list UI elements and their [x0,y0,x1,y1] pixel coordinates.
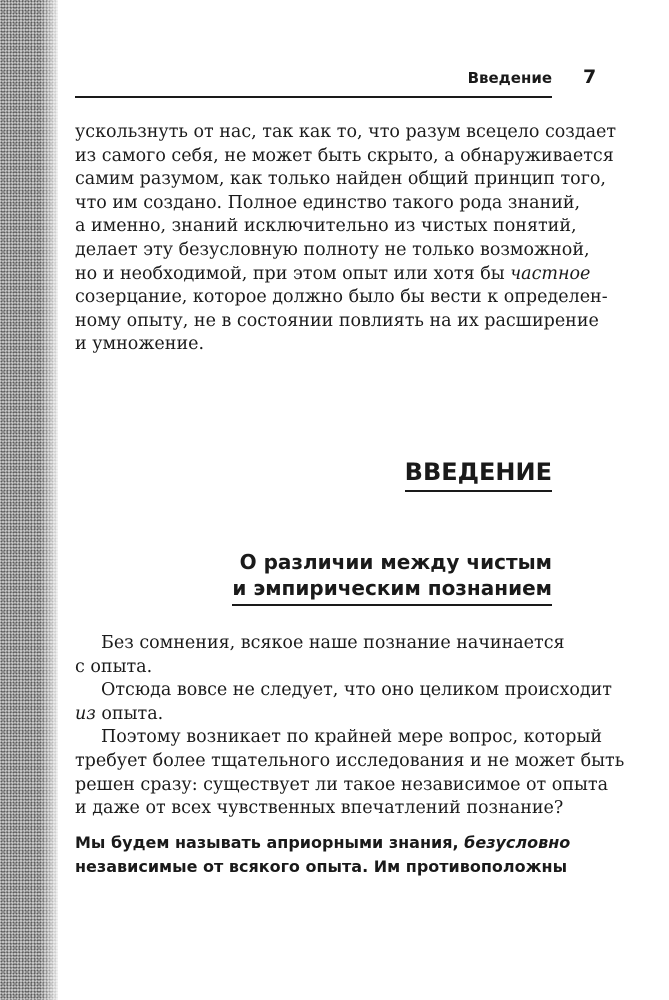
subtitle-line: О различии между чистым [239,550,552,574]
text-line: Поэтому возникает по крайней мере вопрос, который [101,727,603,748]
text-segment: опыта. [95,703,164,724]
page-number: 7 [583,66,597,88]
text-line: и умножение. [75,334,205,355]
page-edge-fade [40,0,62,1000]
running-title: Введение [467,69,552,87]
text-line: а именно, знаний исключительно из чистых понятий, [75,216,577,237]
text-line: требует более тщательного исследования и не может быть [75,750,625,771]
text-segment: но и необходимой, при этом опыт или хотя бы [75,263,511,284]
text-line: делает эту безусловную полноту не только возможной, [75,239,590,260]
text-line: Без сомнения, всякое наше познание начинается [101,633,565,653]
text-line: и даже от всех чувственных впечатлений познание? [75,798,564,819]
running-header [75,66,552,98]
bold-definition-paragraph [75,831,571,879]
section-title: ВВЕДЕНИЕ [405,458,552,492]
text-line: независимые от всякого опыта. Им противоположны [75,857,568,876]
text-line [75,263,591,287]
section-subtitle [232,549,552,606]
italic-word: безусловно [464,833,571,852]
text-line: с опыта. [75,656,153,677]
body-text [75,632,625,821]
text-line: созерцание, которое должно было бы вести к определен- [75,287,608,308]
italic-word: частное [510,263,591,284]
italic-word: из [75,703,96,724]
paragraph-continuation [75,121,617,357]
text-line: самим разумом, как только найден общий принцип того, [75,169,606,190]
text-line: ускользнуть от нас, так как то, что разум всецело создает [75,122,617,142]
text-line [75,703,552,727]
text-line: Отсюда вовсе не следует, что оно целиком происходит [101,680,612,701]
subtitle-line-underlined: и эмпирическим познанием [232,575,552,606]
text-line: что им создано. Полное единство такого рода знаний, [75,192,581,213]
text-line [75,831,571,855]
text-line: ному опыту, не в состоянии повлиять на их расширение [75,310,599,331]
text-segment: Мы будем называть априорными знания, [75,833,465,852]
text-line: решен сразу: существует ли такое независимое от опыта [75,774,609,795]
text-line: из самого себя, не может быть скрыто, а обнаруживается [75,145,614,166]
